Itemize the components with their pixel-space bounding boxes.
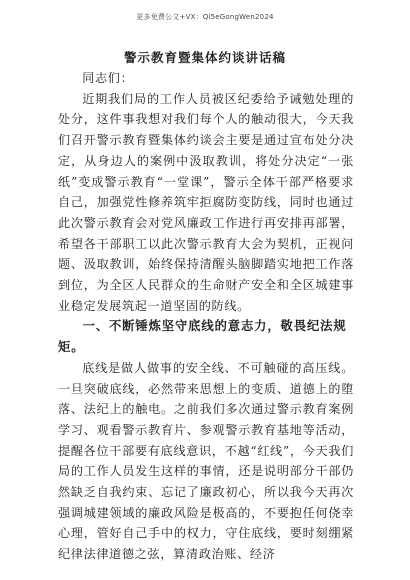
- salutation: 同志们：: [82, 71, 134, 85]
- paragraph: 近期我们局的工作人员被区纪委给予诫勉处理的处分，这件事我想对我们每个人的触动很大，今天我们召开警示教育暨集体约谈会主要是通过宣布处分决定，从身边人的案例中汲取教训，将处分决定“一张纸”变成警示教育“一堂课”，警示全体干部严格要求自己，加强党性修养筑牢拒腐防变防线，同时也通过此次警示教育会对党风廉政工作进行再安排再部署，希望各干部职工以此次警示教育大会为契机，正视问题、汲取教训，始终保持清醒头脑脚踏实地把工作落到位，为全区人民群众的生命财产安全和全区城建事业稳定发展筑起一道坚固的防线。: [58, 91, 354, 313]
- document-body: [58, 68, 354, 565]
- document-title: 警示教育暨集体约谈讲话稿: [123, 50, 286, 65]
- page-header: 更多免费公文+VX：Qi5eGongWen2024: [136, 13, 274, 21]
- paragraph: 底线是做人做事的安全线、不可触碰的高压线。一旦突破底线，必然带来思想上的变质、道德上的堕落、法纪上的触电。之前我们多次通过警示教育案例学习、观看警示教育片、参观警示教育基地等活动，提醒各位干部要有底线意识，不越“红线”，今天我们局的工作人员发生这样的事情，还是说明部分干部仍然缺乏自我约束、忘记了廉政初心，所以我今天再次强调城建领域的廉政风险是极高的，不要抱任何侥幸心理，管好自己手中的权力，守住底线，要时刻绷紧纪律法律道德之弦，算清政治账、经济: [58, 360, 354, 562]
- section-heading: 一、不断锤炼坚守底线的意志力，敬畏纪法规矩。: [58, 319, 347, 355]
